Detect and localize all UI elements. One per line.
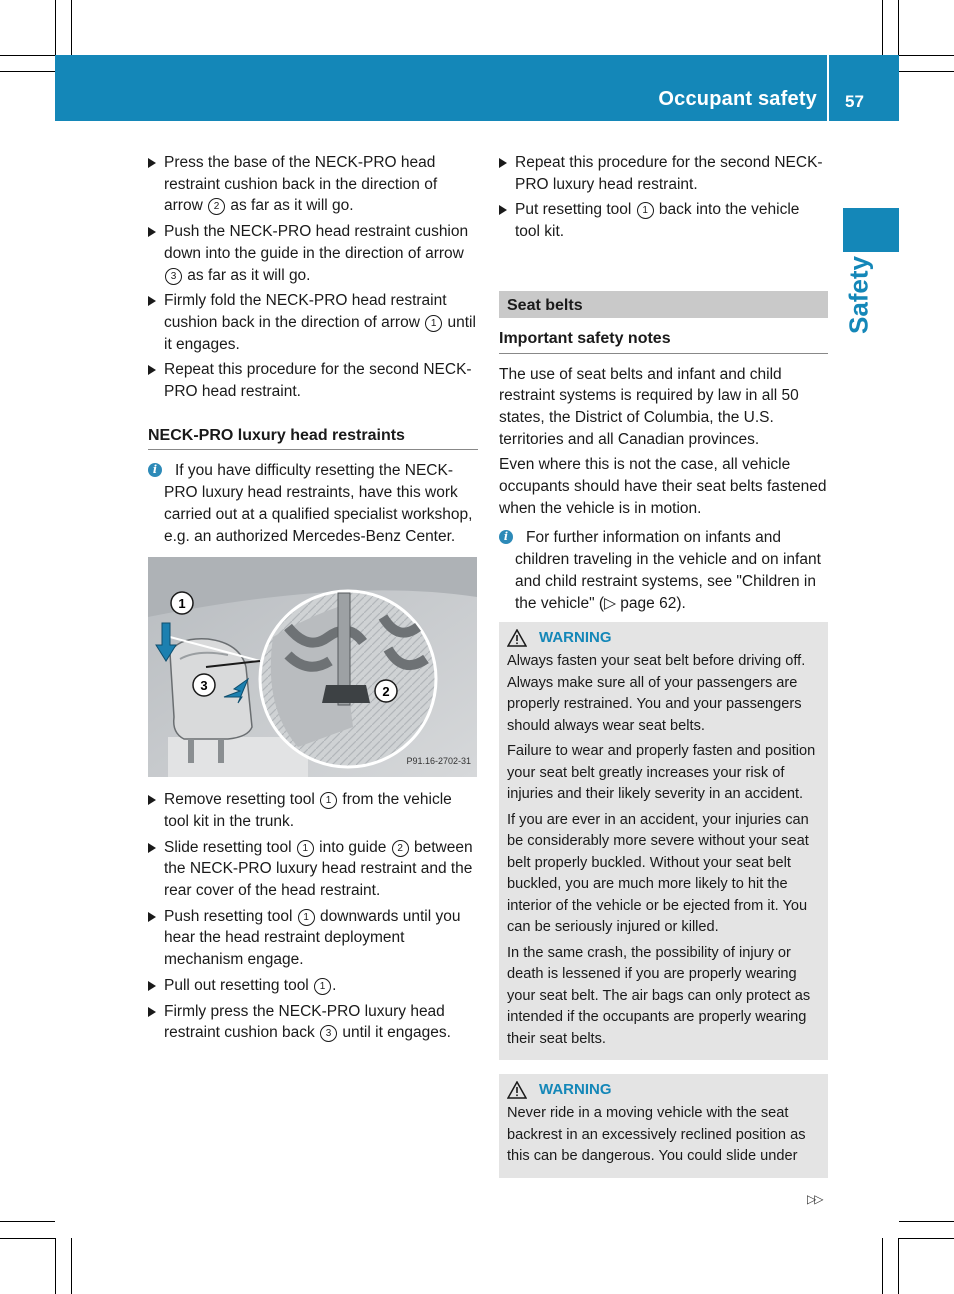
step-bullet-icon (148, 843, 156, 853)
crop-mark (899, 55, 954, 56)
step-list (499, 152, 828, 243)
step-bullet-icon (148, 227, 156, 237)
step-item (148, 290, 478, 355)
step-bullet-icon (148, 912, 156, 922)
step-text: back into the vehicle tool kit. (515, 201, 800, 241)
warning-triangle-icon (507, 1081, 527, 1099)
page-header (55, 55, 899, 121)
callout-1-label: 1 (178, 596, 186, 612)
info-icon: i (148, 463, 162, 477)
info-icon: i (499, 530, 513, 544)
step-item (499, 152, 828, 195)
step-bullet-icon (499, 205, 507, 215)
section-title-bar: Seat belts (499, 291, 828, 318)
step-text: until it engages. (338, 1024, 451, 1042)
step-text: Repeat this procedure for the second NECK-PRO head restraint. (164, 361, 472, 401)
step-text: Firmly fold the NECK-PRO head restraint cushion back in the direction of arrow (164, 292, 447, 331)
info-note-text: For further information on infants and children traveling in the vehicle and on infant and child restraint systems, see "Children in the vehicle" (▷ page 62). (515, 529, 821, 612)
step-text: from the vehicle tool kit in the trunk. (164, 791, 452, 830)
crop-mark (55, 1238, 56, 1294)
crop-mark (0, 1221, 55, 1222)
crop-mark (898, 1238, 899, 1294)
head-restraint-figure (148, 557, 477, 777)
right-column (499, 152, 828, 1178)
step-text: Firmly press the NECK-PRO luxury head restraint cushion back (164, 1002, 445, 1042)
callout-number: 2 (208, 198, 225, 215)
callout-3 (193, 674, 215, 696)
crop-mark (0, 1238, 55, 1239)
warning-paragraph: If you are ever in an accident, your injuries can be considerably more severe without your seat belt properly buckled. Without your seat belt buckled, you are much more likely to hit the interior of the vehicle or be ejected from it. You can be seriously injured or killed. (507, 811, 809, 936)
callout-number: 1 (320, 792, 337, 809)
warning-paragraph: Never ride in a moving vehicle with the seat backrest in an excessively reclined position as this can be dangerous. You could slide under (507, 1105, 806, 1165)
crop-mark (55, 0, 56, 55)
step-list (148, 152, 478, 403)
figure-code: P91.16-2702-31 (406, 755, 471, 766)
step-text: as far as it will go. (226, 197, 354, 215)
head-restraint-illustration (148, 557, 477, 777)
callout-number: 3 (320, 1025, 337, 1042)
chapter-title: Occupant safety (658, 88, 817, 110)
body-paragraph: Even where this is not the case, all vehicle occupants should have their seat belts fastened when the vehicle is in motion. (499, 456, 827, 517)
warning-paragraph: Failure to wear and properly fasten and position your seat belt greatly increases your risk of injuries and their likely severity in an accident. (507, 743, 816, 803)
crop-mark (71, 1238, 72, 1294)
chapter-side-label-text: Safety (843, 255, 874, 334)
callout-3-label: 3 (200, 678, 208, 694)
callout-number: 1 (298, 909, 315, 926)
body-paragraph: The use of seat belts and infant and child restraint systems is required by law in all 50 states, the District of Columbia, the U.S. territories and all Canadian provinces. (499, 365, 799, 448)
step-bullet-icon (499, 158, 507, 168)
step-text: as far as it will go. (183, 266, 311, 284)
step-text: Remove resetting tool (164, 791, 320, 809)
step-item (148, 789, 478, 832)
step-bullet-icon (148, 365, 156, 375)
step-text: into guide (314, 838, 391, 856)
step-text: Slide resetting tool (164, 838, 296, 856)
crop-mark (0, 55, 55, 56)
step-list (148, 789, 478, 1044)
step-item (148, 359, 478, 402)
step-text: Put resetting tool (515, 201, 636, 219)
step-bullet-icon (148, 981, 156, 991)
step-text: Push the NECK-PRO head restraint cushion down into the guide in the direction of arrow (164, 223, 469, 262)
crop-mark (0, 71, 55, 72)
step-text: . (332, 976, 337, 994)
step-item (499, 199, 828, 242)
step-item (148, 906, 478, 971)
crop-mark (882, 0, 883, 55)
info-note-text: If you have difficulty resetting the NECK-PRO luxury head restraints, have this work carried out at a qualified specialist workshop, e.g. an authorized Mercedes-Benz Center. (164, 462, 473, 545)
warning-triangle-icon (507, 629, 527, 647)
step-item (148, 1001, 478, 1044)
step-item (148, 975, 478, 997)
section-subheading: NECK-PRO luxury head restraints (148, 425, 478, 451)
warning-paragraph: In the same crash, the possibility of injury or death is lessened if you are properly wearing your seat belt. The air bags can only protect as intended if the occupants are properly wearing their seat belts. (507, 944, 811, 1047)
section-subheading: Important safety notes (499, 328, 828, 354)
step-item (148, 221, 478, 286)
crop-mark (899, 1238, 954, 1239)
crop-mark (71, 0, 72, 55)
callout-2-label: 2 (382, 684, 390, 700)
step-item (148, 837, 478, 902)
step-text: Push resetting tool (164, 907, 297, 925)
step-text: Pull out resetting tool (164, 976, 314, 994)
step-item (148, 152, 478, 217)
crop-mark (882, 1238, 883, 1294)
warning-box (499, 1074, 828, 1178)
step-text: Repeat this procedure for the second NECK-PRO luxury head restraint. (515, 154, 823, 193)
crop-mark (898, 0, 899, 55)
callout-number: 1 (637, 202, 654, 219)
crop-mark (899, 71, 954, 72)
warning-heading (507, 627, 820, 649)
callout-number: 1 (314, 978, 331, 995)
chapter-thumb-tab (843, 208, 899, 252)
step-bullet-icon (148, 158, 156, 168)
left-column (148, 152, 478, 1048)
step-bullet-icon (148, 795, 156, 805)
warning-box (499, 622, 828, 1060)
callout-number: 3 (165, 268, 182, 285)
info-note (148, 460, 478, 547)
step-text: between the NECK-PRO luxury head restraint and the rear cover of the head restraint. (164, 838, 473, 900)
warning-paragraph: Always fasten your seat belt before driving off. Always make sure all of your passengers are properly restrained. You and your passengers should always wear seat belts. (507, 653, 806, 734)
info-note (499, 527, 828, 614)
step-bullet-icon (148, 1007, 156, 1017)
page-number: 57 (845, 92, 864, 111)
header-divider (827, 55, 829, 121)
chapter-side-label (839, 252, 879, 337)
step-bullet-icon (148, 296, 156, 306)
warning-heading (507, 1079, 820, 1101)
callout-number: 1 (297, 840, 314, 857)
step-text: downwards until you hear the head restraint deployment mechanism engage. (164, 907, 461, 969)
callout-number: 2 (392, 840, 409, 857)
warning-title: WARNING (539, 1081, 612, 1099)
callout-number: 1 (425, 315, 442, 332)
callout-2 (375, 680, 397, 702)
crop-mark (899, 1221, 954, 1222)
callout-1 (171, 592, 193, 614)
continued-marker: ▷▷ (807, 1192, 822, 1206)
step-text: Press the base of the NECK-PRO head restraint cushion back in the direction of arrow (164, 154, 438, 215)
warning-title: WARNING (539, 629, 612, 647)
step-text: until it engages. (164, 313, 476, 353)
